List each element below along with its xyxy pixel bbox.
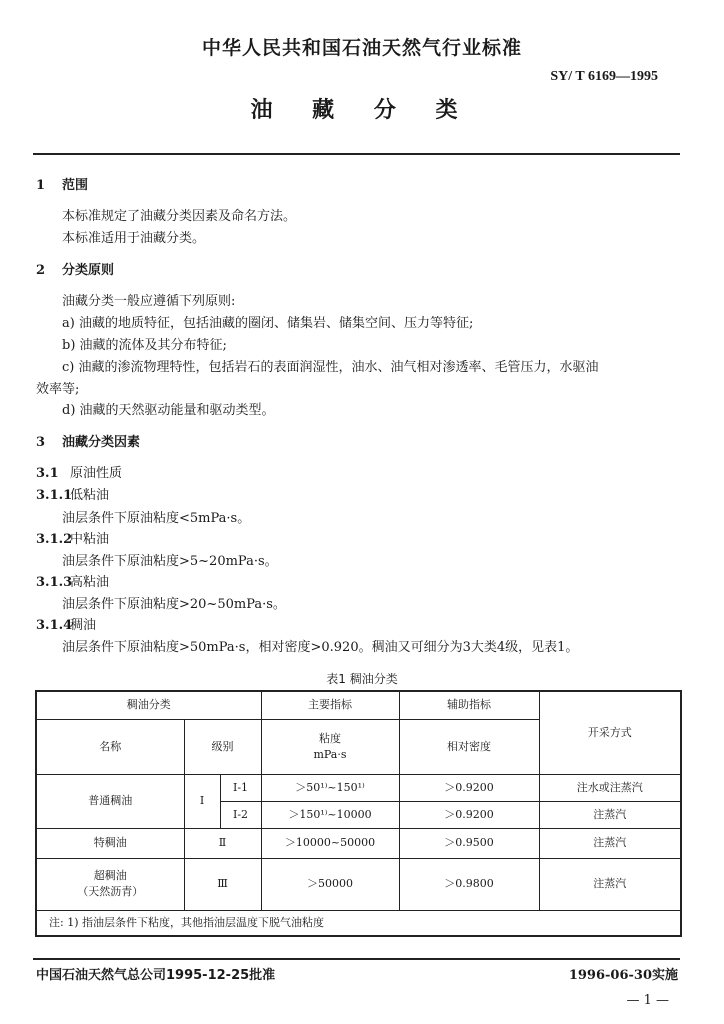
subsection-title: 高粘油 (70, 575, 110, 590)
subsection-number: 3.1.1 (36, 488, 73, 503)
standard-code: SY/ T 6169—1995 (550, 69, 658, 84)
header-grade: 级别 (184, 719, 261, 774)
subsection-title: 低粘油 (70, 488, 110, 503)
list-item: d) 油藏的天然驱动能量和驱动类型。 (62, 403, 275, 418)
cell-viscosity: ＞150¹⁾~10000 (261, 801, 399, 828)
section-title: 油藏分类因素 (62, 435, 141, 450)
table-row (36, 774, 681, 801)
paragraph: 本标准规定了油藏分类因素及命名方法。 (62, 209, 297, 224)
subsection-3-1-heading (36, 462, 122, 481)
cell-subgrade: Ⅰ-1 (220, 774, 261, 801)
table-note-row (36, 910, 681, 936)
cell-method: 注水或注蒸汽 (539, 774, 681, 801)
page-number: — 1 — (626, 993, 669, 1008)
section-3-heading (36, 431, 140, 450)
cell-subgrade: Ⅰ-2 (220, 801, 261, 828)
cell-viscosity: ＞50¹⁾~150¹⁾ (261, 774, 399, 801)
cell-grade: Ⅱ (184, 828, 261, 858)
org-title: 中华人民共和国石油天然气行业标准 (201, 37, 522, 59)
subsection-number: 3.1.3 (36, 575, 73, 590)
cell-method: 注蒸汽 (539, 828, 681, 858)
header-viscosity (261, 719, 399, 774)
viscosity-label: 粘度 (319, 731, 341, 745)
cell-density: ＞0.9500 (399, 828, 539, 858)
paragraph: 油层条件下原油粘度<5mPa·s。 (62, 511, 251, 526)
cell-name (36, 858, 184, 910)
paragraph: 油层条件下原油粘度>5~20mPa·s。 (62, 554, 278, 569)
table-row (36, 828, 681, 858)
subsection-3-1-3-heading (36, 571, 109, 590)
subsection-title: 稠油 (70, 618, 97, 633)
header-classification: 稠油分类 (36, 691, 261, 719)
table-row (36, 858, 681, 910)
top-rule (33, 153, 680, 155)
header-density: 相对密度 (399, 719, 539, 774)
cell-viscosity: ＞50000 (261, 858, 399, 910)
header-aux-index: 辅助指标 (399, 691, 539, 719)
subsection-3-1-1-heading (36, 484, 109, 503)
section-1-heading (36, 174, 88, 193)
cell-name: 普通稠油 (36, 774, 184, 828)
viscosity-unit: mPa·s (313, 747, 347, 761)
cell-name: 特稠油 (36, 828, 184, 858)
subsection-3-1-2-heading (36, 528, 109, 547)
paragraph: 油藏分类一般应遵循下列原则: (62, 294, 236, 309)
subsection-title: 中粘油 (70, 532, 110, 547)
table-caption: 表1 稠油分类 (326, 672, 398, 686)
approval-line: 中国石油天然气总公司1995-12-25批准 (36, 968, 276, 983)
name-line-1: 超稠油 (93, 869, 127, 882)
cell-method: 注蒸汽 (539, 858, 681, 910)
paragraph: 本标准适用于油藏分类。 (62, 231, 206, 246)
subsection-number: 3.1 (36, 466, 59, 481)
cell-density: ＞0.9200 (399, 801, 539, 828)
name-line-2: （天然沥青） (77, 885, 144, 898)
section-2-heading (36, 259, 114, 278)
section-number: 2 (36, 263, 46, 278)
doc-title: 油 藏 分 类 (250, 98, 474, 123)
section-title: 范围 (62, 178, 89, 193)
table-note: 注: 1) 指油层条件下粘度，其他指油层温度下脱气油粘度 (36, 910, 681, 936)
header-name: 名称 (36, 719, 184, 774)
list-item: c) 油藏的渗流物理特性，包括岩石的表面润湿性，油水、油气相对渗透率、毛管压力，水驱油 (62, 360, 599, 375)
cell-density: ＞0.9800 (399, 858, 539, 910)
heavy-oil-classification-table (35, 690, 682, 937)
paragraph: 油层条件下原油粘度>50mPa·s，相对密度>0.920。稠油又可细分为3大类4级，见表1。 (62, 640, 579, 655)
header-method: 开采方式 (539, 691, 681, 774)
list-item-continued: 效率等; (36, 382, 80, 397)
bottom-rule (33, 958, 680, 960)
subsection-3-1-4-heading (36, 614, 96, 633)
implementation-date: 1996-06-30实施 (568, 968, 678, 983)
subsection-title: 原油性质 (70, 466, 123, 481)
section-number: 1 (36, 178, 46, 193)
cell-method: 注蒸汽 (539, 801, 681, 828)
cell-viscosity: ＞10000~50000 (261, 828, 399, 858)
subsection-number: 3.1.2 (36, 532, 73, 547)
header-main-index: 主要指标 (261, 691, 399, 719)
section-title: 分类原则 (62, 263, 115, 278)
list-item: a) 油藏的地质特征，包括油藏的圈闭、储集岩、储集空间、压力等特征; (62, 316, 474, 331)
section-number: 3 (36, 435, 46, 450)
cell-density: ＞0.9200 (399, 774, 539, 801)
list-item: b) 油藏的流体及其分布特征; (62, 338, 227, 353)
cell-grade: Ⅲ (184, 858, 261, 910)
subsection-number: 3.1.4 (36, 618, 73, 633)
paragraph: 油层条件下原油粘度>20~50mPa·s。 (62, 597, 286, 612)
cell-grade: Ⅰ (184, 774, 220, 828)
